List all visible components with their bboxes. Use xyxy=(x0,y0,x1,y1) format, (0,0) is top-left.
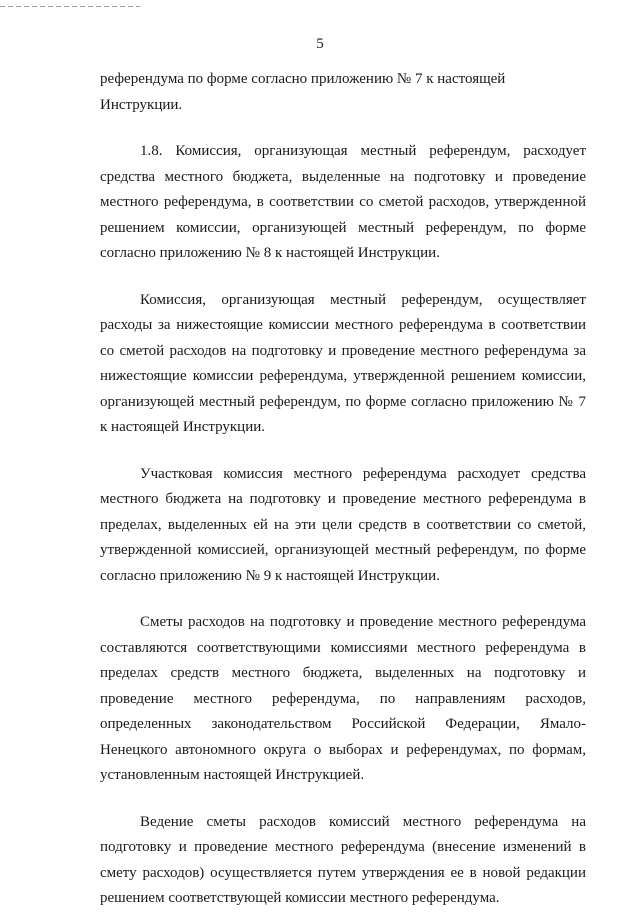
scan-edge-mark xyxy=(0,6,140,7)
page-number: 5 xyxy=(316,36,324,52)
paragraph-estimate-maintenance xyxy=(100,810,586,912)
paragraph-precinct-commission xyxy=(100,462,586,590)
paragraph-budget-estimates xyxy=(100,610,586,789)
text-line: Сметы расходов на подготовку и проведение местного референдума xyxy=(140,614,586,630)
text-line: Участковая комиссия местного референдума расходует средства xyxy=(140,465,586,482)
text-line: Инструкции. xyxy=(100,96,183,113)
paragraph-higher-commission xyxy=(100,288,586,441)
text-line: подготовку и проведение местного референдума (внесение изменений в xyxy=(100,839,586,855)
text-line: формам, установленным настоящей Инструкцией. xyxy=(100,741,587,783)
text-line: согласно приложению № 9 к настоящей Инструкции. xyxy=(100,567,440,584)
text-line: согласно приложению № 8 к настоящей Инструкции. xyxy=(100,245,440,261)
text-line: расходы за нижестоящие комиссии местного референдума в соответствии xyxy=(100,317,586,333)
text-line: пределах средств местного бюджета, выделенных на подготовку и xyxy=(100,665,586,681)
paragraph-continuation xyxy=(100,67,586,118)
text-line: пределах, выделенных ей на эти цели средств в соответствии со сметой, xyxy=(100,516,586,533)
text-line: решением соответствующей комиссии местного референдума. xyxy=(100,890,500,906)
text-line: к настоящей Инструкции. xyxy=(100,419,266,435)
text-line: решением комиссии, организующей местный референдум, по форме xyxy=(100,219,586,236)
text-line: Комиссия, организующая местный референдум, осуществляет xyxy=(140,291,586,308)
text-line: составляются соответствующими комиссиями местного референдума в xyxy=(100,639,586,656)
text-line: организующей местный референдум, по форме согласно приложению № 7 xyxy=(100,393,586,410)
text-line: проведение местного референдума, по направлениям расходов, xyxy=(100,690,586,707)
text-line: референдума по форме согласно приложению № 7 к настоящей xyxy=(100,71,506,87)
text-line: утвержденной комиссией, организующей местный референдум, по форме xyxy=(100,542,586,558)
text-line: со сметой расходов на подготовку и проведение местного референдума за xyxy=(100,342,586,359)
paragraph-1-8 xyxy=(100,139,586,267)
text-line: местного референдума, в соответствии со сметой расходов, утвержденной xyxy=(100,194,586,210)
text-line: нижестоящие комиссии референдума, утвержденной решением комиссии, xyxy=(100,368,586,384)
text-line: Ведение сметы расходов комиссий местного референдума на xyxy=(140,813,586,830)
text-line: 1.8. Комиссия, организующая местный референдум, расходует xyxy=(140,143,586,159)
document-body xyxy=(100,67,586,912)
text-line: определенных законодательством Российской Федерации, xyxy=(100,716,520,732)
text-line: Ямало-Ненецкого автономного округа о выборах и референдумах, по xyxy=(100,716,586,758)
text-line: средства местного бюджета, выделенные на подготовку и проведение xyxy=(100,168,586,185)
text-line: местного бюджета на подготовку и проведение местного референдума в xyxy=(100,491,586,507)
text-line: смету расходов) осуществляется путем утверждения ее в новой редакции xyxy=(100,864,586,881)
